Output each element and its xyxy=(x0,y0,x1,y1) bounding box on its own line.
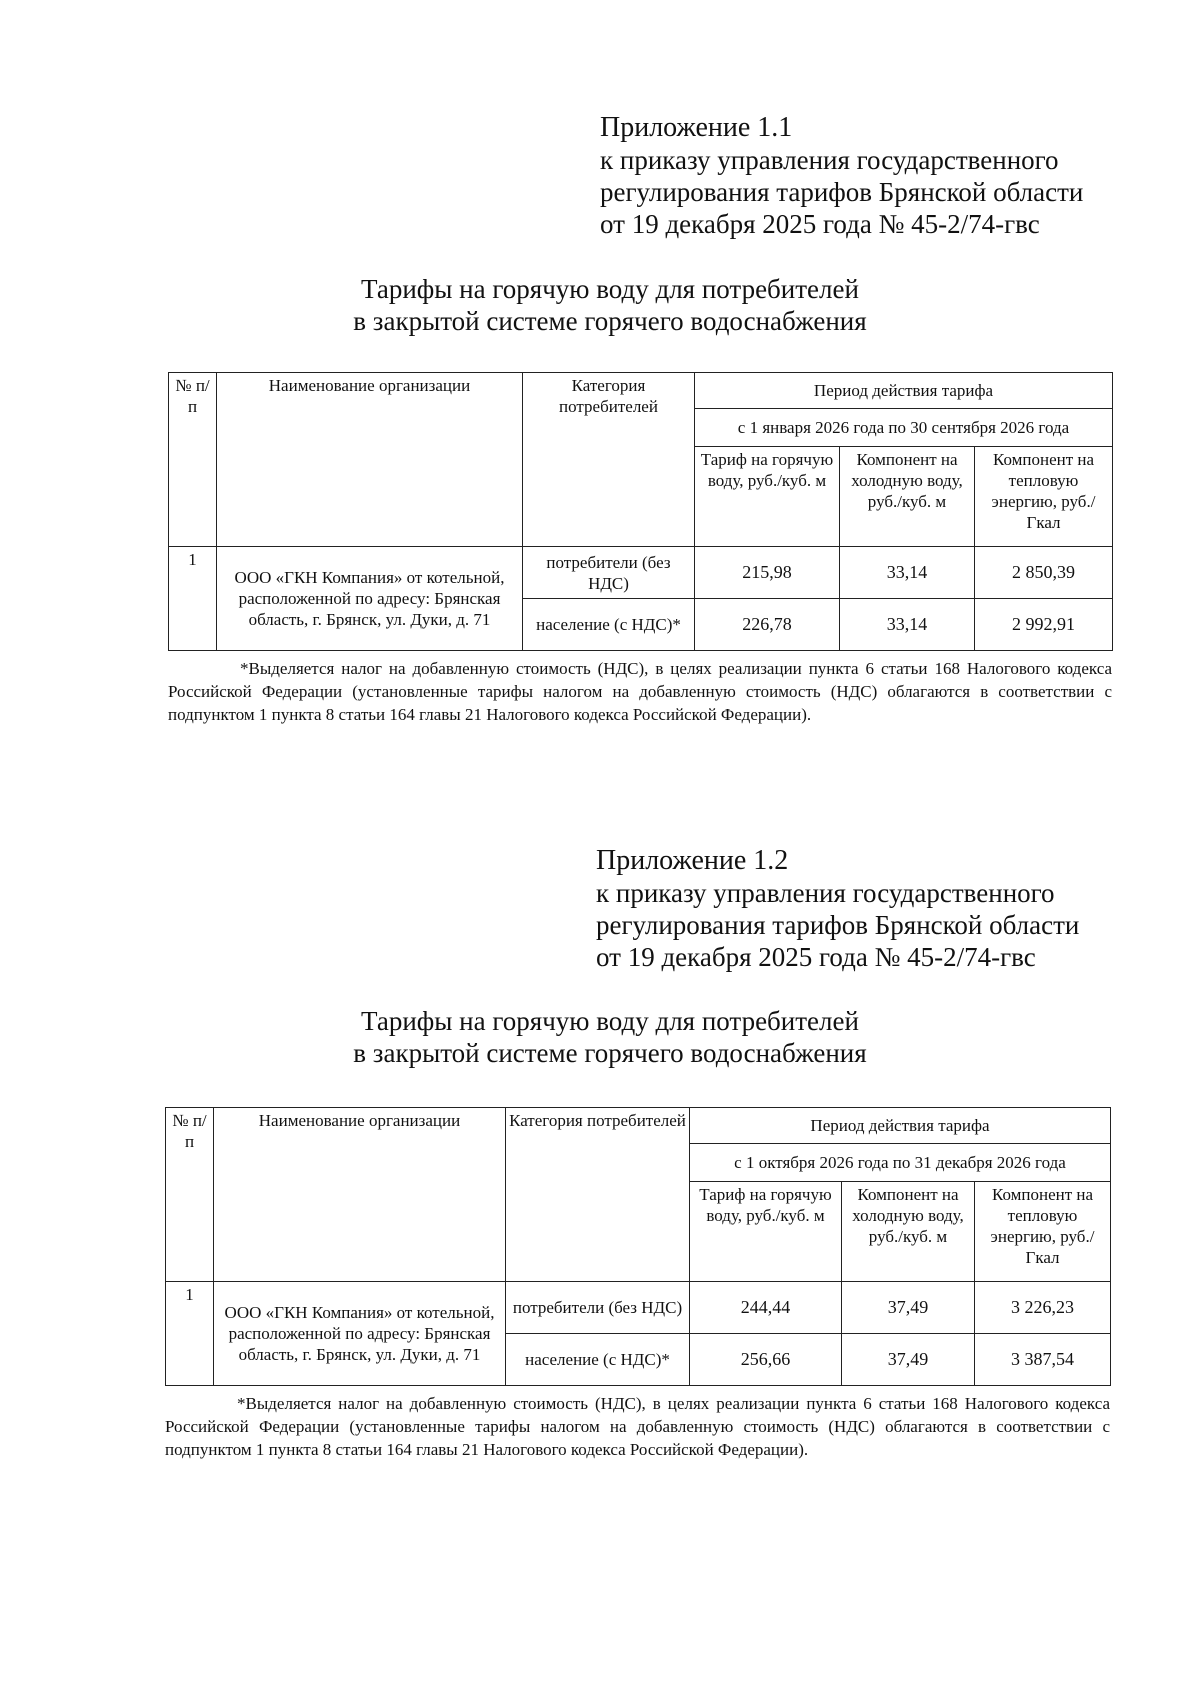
row-cold-value: 37,49 xyxy=(842,1334,975,1386)
row-heat-value: 2 992,91 xyxy=(975,599,1113,651)
row-cold-value: 33,14 xyxy=(840,547,975,599)
header-period: с 1 октября 2026 года по 31 декабря 2026 года xyxy=(690,1144,1111,1182)
annex-1-header xyxy=(600,112,1083,240)
row-num: 1 xyxy=(169,547,217,651)
row-category: население (с НДС)* xyxy=(506,1334,690,1386)
row-heat-value: 3 226,23 xyxy=(975,1282,1111,1334)
header-col-cold: Компонент на холодную воду, руб./куб. м xyxy=(842,1182,975,1282)
row-heat-value: 2 850,39 xyxy=(975,547,1113,599)
header-col-heat: Компонент на тепловую энергию, руб./Гкал xyxy=(975,1182,1111,1282)
row-category: население (с НДС)* xyxy=(523,599,695,651)
row-num: 1 xyxy=(166,1282,214,1386)
row-category: потребители (без НДС) xyxy=(523,547,695,599)
header-period-title: Период действия тарифа xyxy=(695,373,1113,409)
annex-order-date: от 19 декабря 2025 года № 45-2/74-гвс xyxy=(596,942,1036,972)
annex-2-header xyxy=(596,845,1079,973)
header-col-tariff: Тариф на горячую воду, руб./куб. м xyxy=(695,447,840,547)
header-col-tariff: Тариф на горячую воду, руб./куб. м xyxy=(690,1182,842,1282)
header-period-title: Период действия тарифа xyxy=(690,1108,1111,1144)
header-org: Наименование организации xyxy=(217,373,523,547)
annex-number: Приложение 1.1 xyxy=(600,112,793,143)
vat-footnote-2: *Выделяется налог на добавленную стоимость (НДС), в целях реализации пункта 6 статьи 168 Налогового кодекса Российской Федерации (установленные тарифы налогом на добавленную стоимость (НДС) облагаются в соответствии с подпунктом 1 пункта 8 статьи 164 главы 21 Налогового кодекса Российской Федерации). xyxy=(165,1394,1110,1459)
header-period: с 1 января 2026 года по 30 сентября 2026 года xyxy=(695,409,1113,447)
row-tariff-value: 244,44 xyxy=(690,1282,842,1334)
header-num: № п/п xyxy=(166,1108,214,1282)
header-col-cold: Компонент на холодную воду, руб./куб. м xyxy=(840,447,975,547)
tariff-table-2 xyxy=(165,1107,1111,1386)
annex-order-date: от 19 декабря 2025 года № 45-2/74-гвс xyxy=(600,209,1040,239)
annex-order-line: регулирования тарифов Брянской области xyxy=(596,910,1080,940)
title-line: в закрытой системе горячего водоснабжения xyxy=(353,1038,867,1068)
annex-order-line: к приказу управления государственного xyxy=(600,145,1059,175)
header-num: № п/п xyxy=(169,373,217,547)
header-org: Наименование организации xyxy=(214,1108,506,1282)
annex-order-line: к приказу управления государственного xyxy=(596,878,1055,908)
section-2-title xyxy=(180,1005,1040,1069)
vat-footnote-1: *Выделяется налог на добавленную стоимость (НДС), в целях реализации пункта 6 статьи 168 Налогового кодекса Российской Федерации (установленные тарифы налогом на добавленную стоимость (НДС) облагаются в соответствии с подпунктом 1 пункта 8 статьи 164 главы 21 Налогового кодекса Российской Федерации). xyxy=(168,659,1112,724)
header-category: Категория потребителей xyxy=(506,1108,690,1282)
row-org: ООО «ГКН Компания» от котельной, расположенной по адресу: Брянская область, г. Брянск, ул. Дуки, д. 71 xyxy=(217,547,523,651)
tariff-table-1 xyxy=(168,372,1113,651)
row-cold-value: 33,14 xyxy=(840,599,975,651)
row-tariff-value: 226,78 xyxy=(695,599,840,651)
title-line: Тарифы на горячую воду для потребителей xyxy=(361,1006,859,1036)
annex-number: Приложение 1.2 xyxy=(596,845,789,876)
header-category: Категория потребителей xyxy=(523,373,695,547)
header-col-heat: Компонент на тепловую энергию, руб./Гкал xyxy=(975,447,1113,547)
annex-order-line: регулирования тарифов Брянской области xyxy=(600,177,1084,207)
row-org: ООО «ГКН Компания» от котельной, расположенной по адресу: Брянская область, г. Брянск, ул. Дуки, д. 71 xyxy=(214,1282,506,1386)
title-line: в закрытой системе горячего водоснабжения xyxy=(353,306,867,336)
row-heat-value: 3 387,54 xyxy=(975,1334,1111,1386)
row-tariff-value: 215,98 xyxy=(695,547,840,599)
row-category: потребители (без НДС) xyxy=(506,1282,690,1334)
row-cold-value: 37,49 xyxy=(842,1282,975,1334)
row-tariff-value: 256,66 xyxy=(690,1334,842,1386)
section-1-title xyxy=(180,273,1040,337)
title-line: Тарифы на горячую воду для потребителей xyxy=(361,274,859,304)
